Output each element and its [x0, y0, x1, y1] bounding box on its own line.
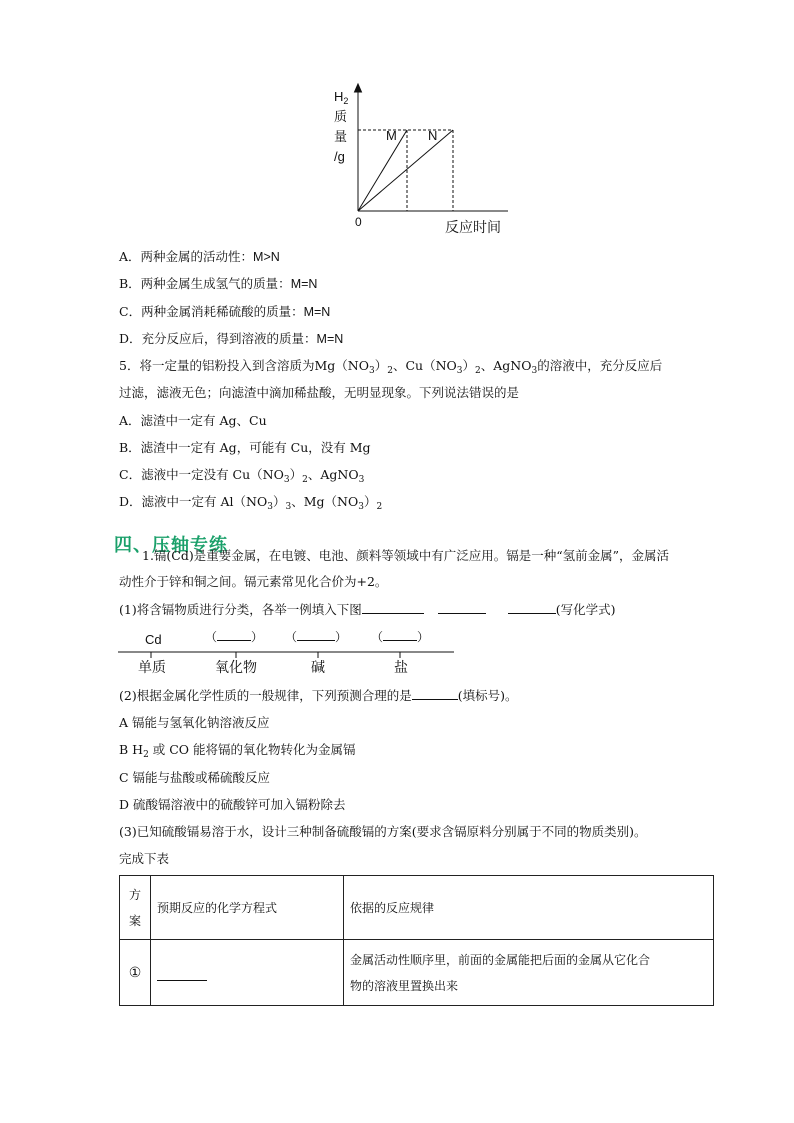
answer-blank[interactable] — [383, 628, 417, 641]
series-n-line — [358, 130, 453, 211]
q1-part2-option-c: C 镉能与盐酸或稀硫酸反应 — [119, 770, 271, 785]
answer-blank[interactable] — [412, 687, 458, 700]
x-axis-label: 反应时间 — [445, 219, 501, 235]
y-axis-arrow — [355, 84, 362, 92]
class-cd: Cd — [145, 632, 162, 647]
q4-option-d: D．充分反应后，得到溶液的质量：M=N — [119, 331, 344, 346]
q1-intro-line2: 动性介于锌和铜之间。镉元素常见化合价为+2。 — [119, 574, 388, 589]
q1-part2: (2)根据金属化学性质的一般规律，下列预测合理的是 (填标号)。 — [119, 688, 518, 703]
q1-intro-line1: 1.镉(Cd)是重要金属，在电镀、电池、颜料等领域中有广泛应用。镉是一种“氢前金属”，金属活 — [142, 548, 670, 563]
class-oxide-slot: （ ） — [205, 630, 264, 644]
answer-blank[interactable] — [508, 601, 556, 614]
q4-option-c: C．两种金属消耗稀硫酸的质量：M=N — [119, 304, 331, 319]
q5-option-a: A．滤渣中一定有 Ag、Cu — [119, 413, 267, 428]
origin-label: 0 — [355, 215, 362, 229]
q1-part1: (1)将含镉物质进行分类，各举一例填入下图 (写化学式) — [119, 602, 616, 617]
q5-option-b: B．滤渣中一定有 Ag，可能有 Cu，没有 Mg — [119, 440, 371, 455]
y-axis-label: $H_2$ 质 量 /g — [334, 89, 349, 164]
table-header-equation: 预期反应的化学方程式 — [151, 876, 344, 940]
q1-part2-option-d: D 硫酸镉溶液中的硫酸锌可加入镉粉除去 — [119, 797, 346, 812]
answer-blank[interactable] — [157, 968, 207, 981]
table-header-rule: 依据的反应规律 — [344, 876, 714, 940]
table-row-rule: 金属活动性顺序里，前面的金属能把后面的金属从它化合 物的溶液里置换出来 — [344, 940, 714, 1006]
h2-mass-time-graph — [320, 80, 520, 240]
class-label-salt: 盐 — [394, 659, 408, 675]
q4-option-b: B．两种金属生成氢气的质量：M=N — [119, 276, 318, 291]
q5-stem-line1: 5．将一定量的铝粉投入到含溶质为$Mg(NO_3)_2$、$Cu(NO_3)_2$、AgNO$_3$的溶液中，充分反应后 — [119, 358, 663, 376]
table-header-plan: 方 案 — [120, 876, 151, 940]
q1-part2-option-a: A 镉能与氢氧化钠溶液反应 — [119, 715, 270, 730]
q1-part3: (3)已知硫酸镉易溶于水，设计三种制备硫酸镉的方案(要求含镉原料分别属于不同的物质类别)。 — [119, 824, 647, 839]
table-row — [120, 940, 714, 1006]
q1-part3-line2: 完成下表 — [119, 851, 170, 866]
q5-stem-line2: 过滤，滤液无色；向滤渣中滴加稀盐酸，无明显现象。下列说法错误的是 — [119, 385, 520, 400]
answer-blank[interactable] — [217, 628, 251, 641]
table-row-number: ① — [120, 940, 151, 1006]
series-n-label: N — [428, 128, 438, 143]
q4-option-a: A．两种金属的活动性：M>N — [119, 249, 280, 264]
answer-blank[interactable] — [362, 601, 424, 614]
class-base-slot: （ ） — [285, 630, 348, 644]
q1-part2-option-b: B $H_2$ 或 CO 能将镉的氧化物转化为金属镉 — [119, 742, 356, 760]
series-m-line — [358, 130, 407, 211]
class-label-element: 单质 — [138, 659, 166, 675]
class-salt-slot: （ ） — [371, 630, 430, 644]
q5-option-d: D．滤液中一定有 $Al(NO_3)_3$、$Mg(NO_3)_2$ — [119, 494, 383, 512]
table-header-row — [120, 876, 714, 940]
section-title: 四、压轴专练 — [114, 535, 228, 556]
plan-table — [119, 875, 714, 1006]
series-m-label: M — [386, 128, 397, 143]
answer-blank[interactable] — [297, 628, 335, 641]
class-label-oxide: 氧化物 — [215, 659, 257, 675]
q5-option-c: C．滤液中一定没有 $Cu(NO_3)_2$、AgNO$_3$ — [119, 467, 365, 485]
table-row-equation — [151, 940, 344, 1006]
class-label-base: 碱 — [311, 659, 325, 675]
answer-blank[interactable] — [438, 601, 486, 614]
